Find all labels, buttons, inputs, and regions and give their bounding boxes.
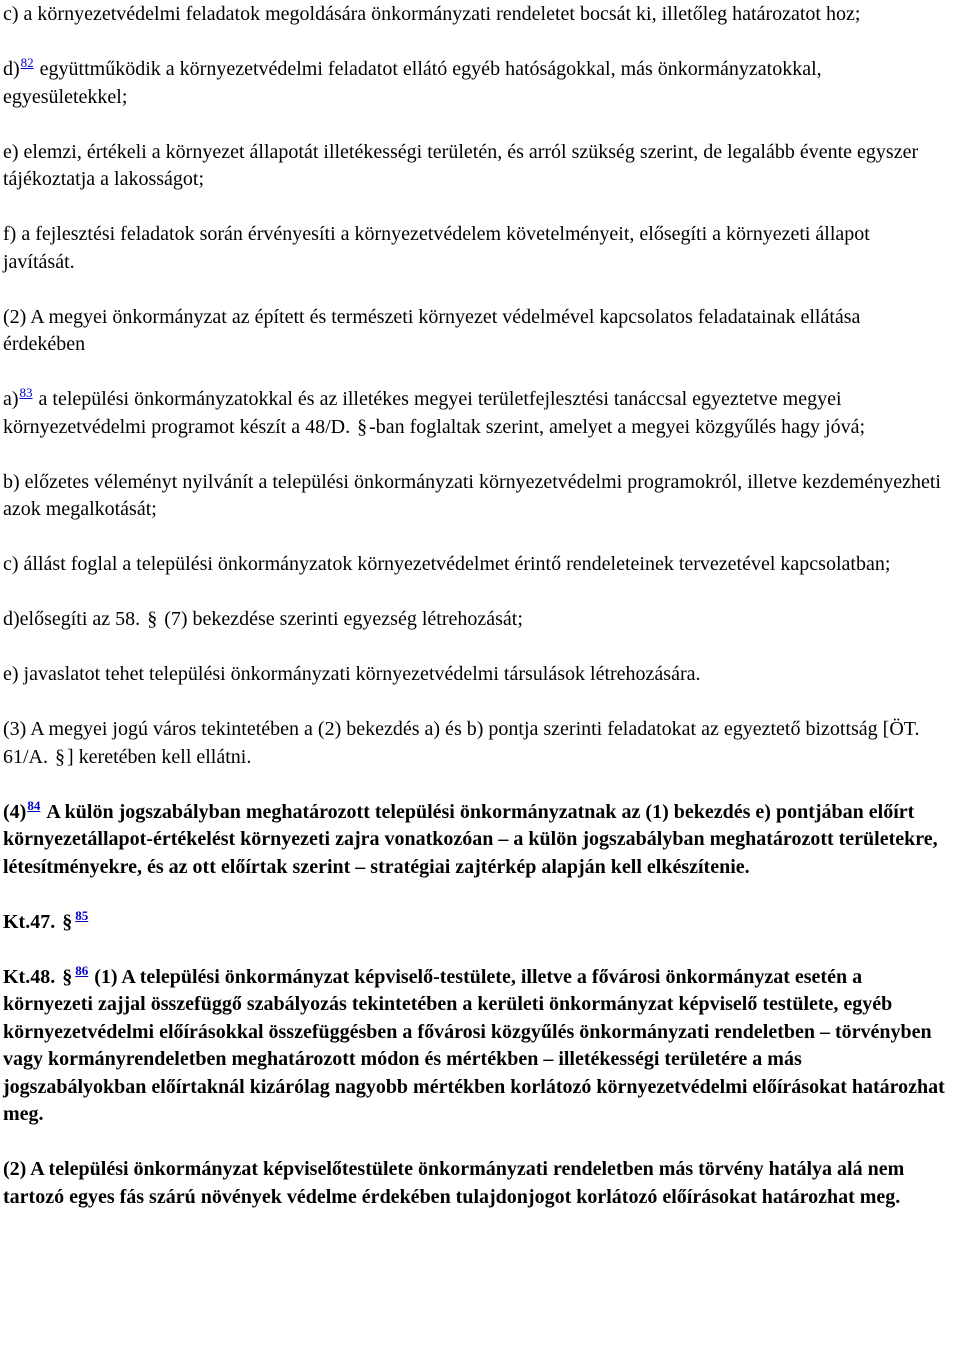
paragraph <box>3 551 946 579</box>
paragraph-text: ] keretében kell ellátni. <box>67 745 252 768</box>
footnote-link[interactable]: 86 <box>75 962 89 978</box>
paragraph-text: Kt.48. <box>3 965 61 988</box>
paragraph-text: -ban foglaltak szerint, amelyet a megyei közgyűlés hagy jóvá; <box>369 415 866 438</box>
paragraph <box>3 221 946 276</box>
paragraph-text: d) <box>3 58 20 80</box>
paragraph-text: c) állást foglal a települési önkormányzatok környezetvédelmet érintő rendeleteinek tervezetével kapcsolatban; <box>3 553 891 575</box>
paragraph-text: a települési önkormányzatokkal és az illetékes megyei területfejlesztési tanáccsal egyeztetve megyei környezetvédelmi programot készít a 48/D. <box>3 388 842 438</box>
paragraph <box>3 56 946 111</box>
paragraph-text: (3) A megyei jogú város tekintetében a (2) bekezdés a) és b) pontja szerinti feladatokat az egyeztető bizottság [ÖT. 61/A. <box>3 718 920 768</box>
paragraph-text: (7) bekezdése szerinti egyezség létrehozását; <box>159 608 523 630</box>
footnote-link[interactable]: 84 <box>27 797 41 813</box>
footnote-link[interactable]: 85 <box>75 907 89 923</box>
paragraph <box>3 139 946 194</box>
paragraph-text: d)elősegíti az 58. <box>3 608 146 630</box>
paragraph <box>3 606 946 634</box>
footnote-link[interactable]: 82 <box>20 55 34 70</box>
paragraph-text: a) <box>3 388 19 410</box>
paragraph-text: együttműködik a környezetvédelmi feladatot ellátó egyéb hatóságokkal, más önkormányzatokkal, egyesületekkel; <box>3 58 822 108</box>
paragraph-text: e) elemzi, értékeli a környezet állapotát illetékességi területén, és arról szükség szerint, de legalább évente egyszer tájékoztatja a lakosságot; <box>3 140 919 190</box>
paragraph <box>3 661 946 689</box>
paragraph <box>3 799 946 882</box>
paragraph <box>3 716 946 771</box>
paragraph-text: f) a fejlesztési feladatok során érvényesíti a környezetvédelem követelményeit, elősegíti a környezeti állapot javítását. <box>3 223 870 273</box>
paragraph-text: Kt.47. <box>3 910 61 933</box>
paragraph <box>3 1156 946 1211</box>
paragraph-text: c) a környezetvédelmi feladatok megoldására önkormányzati rendeletet bocsát ki, illetőleg határozatot hoz; <box>3 3 861 25</box>
section-sign: § <box>62 910 73 933</box>
section-sign: § <box>147 608 158 630</box>
paragraph-text: b) előzetes véleményt nyilvánít a települési önkormányzati környezetvédelmi programokról, illetve kezdeményezheti azok megalkotását; <box>3 470 941 520</box>
section-sign: § <box>62 965 73 988</box>
paragraph-text: e) javaslatot tehet települési önkormányzati környezetvédelmi társulások létrehozására. <box>3 663 701 685</box>
paragraph-text: (1) A települési önkormányzat képviselő-testülete, illetve a fővárosi önkormányzat esetén a környezeti zajjal összefüggő szabályozás tekintetében a kerületi önkormányzat képviselő testülete, egyéb környezetvédelmi előírásokkal összefüggésben a fővárosi közgyűlés önkormányzati rendeletben – törvényben vagy kormányrendeletben meghatározott módon és mértékben – illetékességi területére a más jogszabályokban előírtaknál kizárólag nagyobb mértékben korlátozó környezetvédelmi előírásokat határozhat meg. <box>3 965 945 1125</box>
paragraph <box>3 469 946 524</box>
paragraph <box>3 909 946 937</box>
paragraph <box>3 386 946 441</box>
paragraph-text: A külön jogszabályban meghatározott települési önkormányzatnak az (1) bekezdés e) pontjában előírt környezetállapot-értékelést környezeti zajra vonatkozóan – a külön jogszabályban meghatározott területekre, létesítményekre, és az ott előírtak szerint – stratégiai zajtérkép alapján kell elkészítenie. <box>3 800 938 878</box>
paragraph-text: (2) A megyei önkormányzat az épített és természeti környezet védelmével kapcsolatos feladatainak ellátása érdekében <box>3 305 861 355</box>
section-sign: § <box>55 745 65 768</box>
paragraph <box>3 964 946 1129</box>
paragraph <box>3 1 946 29</box>
section-sign: § <box>357 415 368 438</box>
footnote-link[interactable]: 83 <box>19 385 33 400</box>
paragraph-text: (4) <box>3 800 27 823</box>
paragraph <box>3 304 946 359</box>
paragraph-text: (2) A települési önkormányzat képviselőtestülete önkormányzati rendeletben más törvény hatálya alá nem tartozó egyes fás szárú növények védelme érdekében tulajdonjogot korlátozó előírásokat határozhat meg. <box>3 1158 905 1208</box>
document-body <box>0 1 960 1211</box>
